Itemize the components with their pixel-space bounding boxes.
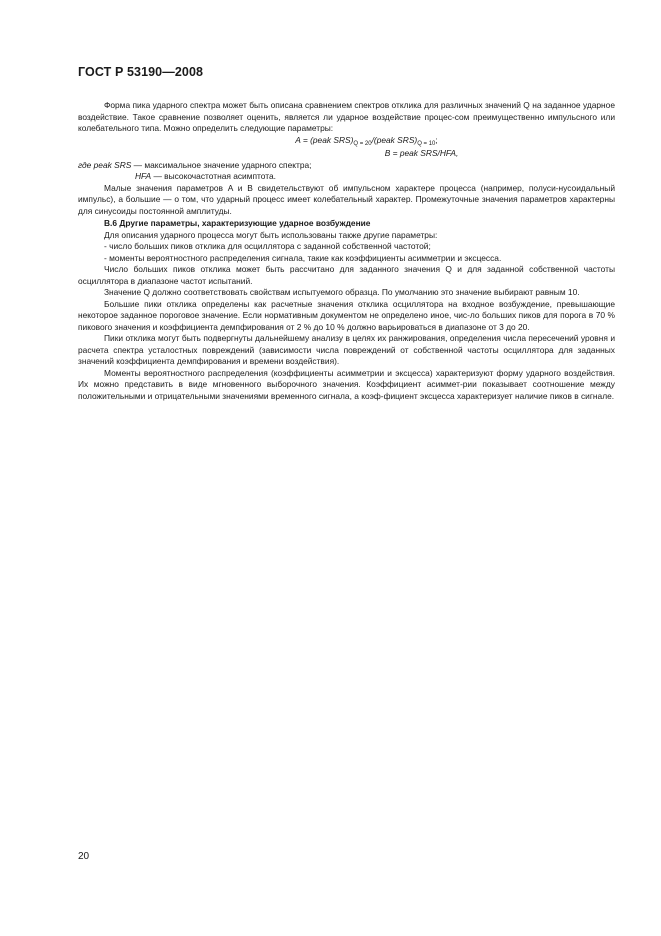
definition-hfa-term: HFA xyxy=(135,171,152,181)
definition-peak-srs-term: где peak SRS xyxy=(78,159,132,170)
paragraph-peak-count: Число больших пиков отклика может быть рассчитано для заданного значения Q и для заданной собственной частоты осциллятора в диапазоне частот испытаний. xyxy=(78,264,615,286)
list-item-moments: - моменты вероятностного распределения сигнала, такие как коэффициенты асимметрии и эксцесса. xyxy=(104,252,502,263)
page-number: 20 xyxy=(78,851,90,862)
formula-a-part1: A = (peak SRS) xyxy=(295,134,354,145)
formula-a-end: ; xyxy=(435,134,438,145)
formula-b xyxy=(78,148,615,160)
definition-peak-srs-text: — максимальное значение ударного спектра; xyxy=(131,159,312,170)
formula-b-text: B = peak SRS/HFA, xyxy=(384,148,459,158)
paragraph-peak-shape: Форма пика ударного спектра может быть описана сравнением спектров отклика для различных значений Q на заданное ударное воздействие. Такое сравнение позволяет оценить, является ли ударное воздействие процес-сом преимущественно импульсного или колебательного типа. Можно определить следующие параметры: xyxy=(78,100,615,133)
formula-a xyxy=(78,135,615,149)
definition-hfa-text: — высокочастотная асимптота. xyxy=(151,171,276,181)
formula-a-part2: /(peak SRS) xyxy=(371,134,418,145)
paragraph-peak-analysis: Пики отклика могут быть подвергнуты дальнейшему анализу в целях их ранжирования, определения числа пересечений уровня и расчета спектра усталостных повреждений (зависимости числа повреждений от собственной частоты осциллятора для заданных значений коэффициента демпфирования и времени воздействия). xyxy=(78,333,615,366)
formula-a-subscript-1: Q = 20 xyxy=(353,140,372,147)
list-item-large-peaks: - число больших пиков отклика для осциллятора с заданной собственной частотой; xyxy=(104,241,431,251)
document-header: ГОСТ Р 53190—2008 xyxy=(78,65,204,79)
paragraph-moments: Моменты вероятностного распределения (коэффициенты асимметрии и эксцесса) характеризуют форму ударного воздействия. Их можно представить в виде мгновенного выборочного значения. Коэффициент асиммет-рии показывает соотношение между положительными и отрицательными значениями временного сигнала, а коэф-фициент эксцесса характеризует наличие пиков в сигнале. xyxy=(78,367,615,401)
paragraph-large-peaks: Большие пики отклика определены как расчетные значения отклика осциллятора на входное возбуждение, превышающие некоторое заданное пороговое значение. Если нормативным документом не определено иное, чис-ло больших пиков для порога в 70 % пикового значения и коэффициента демпфирования от 2 % до 10 % должно варьироваться в диапазоне от 3 до 20. xyxy=(78,298,615,332)
section-heading-b6: В.6 Другие параметры, характеризующие ударное возбуждение xyxy=(104,218,371,228)
paragraph-other-params: Для описания ударного процесса могут быть использованы также другие параметры: xyxy=(104,229,438,240)
paragraph-small-values: Малые значения параметров A и B свидетельствуют об импульсном характере процесса (например, полуси-нусоидальный импульс), а большие — о том, что ударный процесс имеет колебательный характер. Промежуточные значения параметров характерны для синусоиды постоянной амплитуды. xyxy=(78,182,615,216)
paragraph-q-value: Значение Q должно соответствовать свойствам испытуемого образца. По умолчанию это значение выбирают равным 10. xyxy=(104,287,580,297)
definition-peak-srs xyxy=(78,160,615,172)
document-body xyxy=(78,100,615,402)
formula-a-subscript-2: Q = 10 xyxy=(417,140,436,147)
definition-hfa xyxy=(78,171,615,183)
